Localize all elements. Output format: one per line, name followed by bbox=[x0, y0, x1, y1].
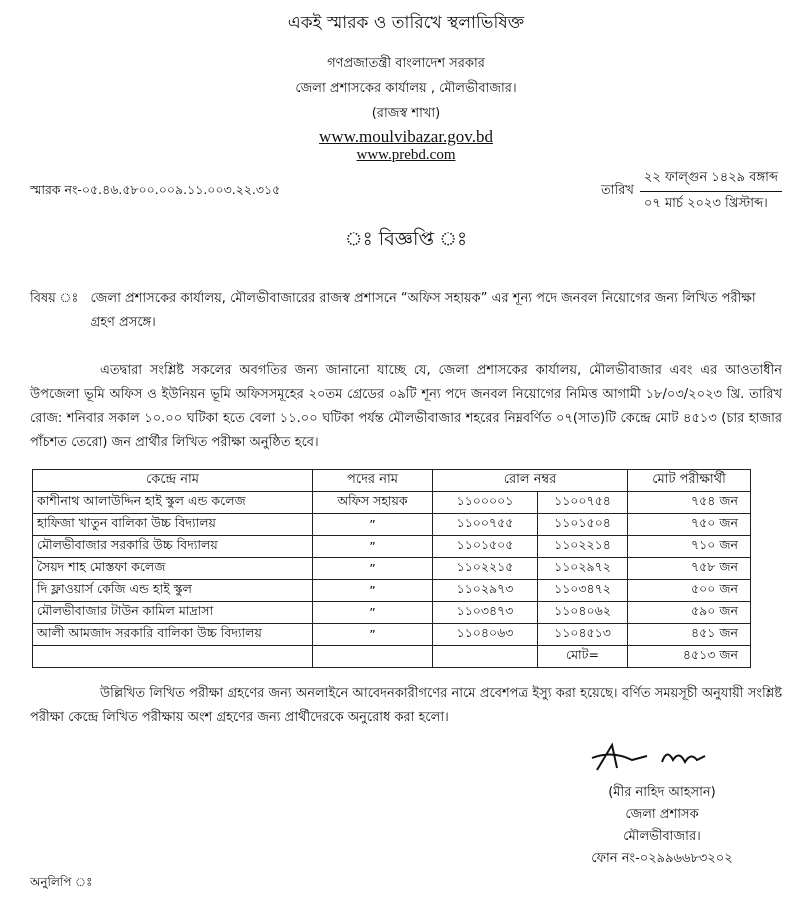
signatory-place: মৌলভীবাজার। bbox=[623, 829, 701, 844]
signature-image bbox=[587, 740, 737, 774]
date-label: তারিখ bbox=[600, 183, 634, 198]
roll-from: ১১০৩৪৭৩ bbox=[433, 602, 538, 624]
center-name: মৌলভীবাজার সরকারি উচ্চ বিদ্যালয় bbox=[33, 536, 313, 558]
header-roll-number: রোল নম্বর bbox=[433, 470, 628, 492]
center-name: দি ফ্লাওয়ার্স কেজি এন্ড হাই স্কুল bbox=[33, 580, 313, 602]
date-bangla: ২২ ফাল্গুন ১৪২৯ বঙ্গাব্দ bbox=[640, 168, 782, 192]
header-post-name: পদের নাম bbox=[313, 470, 433, 492]
candidate-count: ৭৫৮ জন bbox=[628, 558, 751, 580]
table-header-row bbox=[33, 470, 751, 492]
center-name: কাশীনাথ আলাউদ্দিন হাই স্কুল এন্ড কলেজ bbox=[33, 492, 313, 514]
table-row bbox=[33, 558, 751, 580]
signatory-name: (মীর নাহিদ আহসান) bbox=[608, 785, 716, 800]
total-value: ৪৫১৩ জন bbox=[628, 646, 751, 668]
center-name: আলী আমজাদ সরকারি বালিকা উচ্চ বিদ্যালয় bbox=[33, 624, 313, 646]
subject bbox=[30, 287, 782, 335]
website-link-prebd[interactable]: www.prebd.com bbox=[356, 147, 456, 163]
roll-from: ১১০১৫০৫ bbox=[433, 536, 538, 558]
post-name: ” bbox=[313, 536, 433, 558]
roll-to: ১১০৪০৬২ bbox=[538, 602, 628, 624]
candidate-count: ৭৫০ জন bbox=[628, 514, 751, 536]
post-name: ” bbox=[313, 624, 433, 646]
signatory-designation: জেলা প্রশাসক bbox=[625, 807, 699, 822]
roll-to: ১১০৪৫১৩ bbox=[538, 624, 628, 646]
post-name: ” bbox=[313, 514, 433, 536]
center-name: সৈয়দ শাহ মোস্তফা কলেজ bbox=[33, 558, 313, 580]
roll-from: ১১০০০০১ bbox=[433, 492, 538, 514]
roll-to: ১১০১৫০৪ bbox=[538, 514, 628, 536]
signatory-phone: ফোন নং-০২৯৯৬৬৮৩২০২ bbox=[591, 851, 733, 866]
branch-name: (রাজস্ব শাখা) bbox=[371, 106, 441, 121]
superseded-note: একই স্মারক ও তারিখে স্থলাভিষিক্ত bbox=[287, 13, 525, 33]
table-row bbox=[33, 624, 751, 646]
candidate-count: ৫০০ জন bbox=[628, 580, 751, 602]
notice-title: ঃ বিজ্ঞপ্তি ঃ bbox=[344, 228, 468, 250]
exam-centers-table bbox=[32, 469, 751, 668]
roll-from: ১১০৪০৬৩ bbox=[433, 624, 538, 646]
candidate-count: ৭৫৪ জন bbox=[628, 492, 751, 514]
subject-text: জেলা প্রশাসকের কার্যালয়, মৌলভীবাজারের রাজস্ব প্রশাসনে “অফিস সহায়ক” এর শূন্য পদে জনবল নিয়োগের জন্য লিখিত পরীক্ষা গ্রহণ প্রসঙ্গে। bbox=[90, 291, 756, 330]
candidate-count: ৫৯০ জন bbox=[628, 602, 751, 624]
roll-to: ১১০২২১৪ bbox=[538, 536, 628, 558]
header-center-name: কেন্দ্রে নাম bbox=[33, 470, 313, 492]
roll-to: ১১০২৯৭২ bbox=[538, 558, 628, 580]
subject-label: বিষয় ঃ bbox=[30, 291, 79, 306]
candidate-count: ৪৫১ জন bbox=[628, 624, 751, 646]
body-paragraph: এতদ্বারা সংশ্লিষ্ট সকলের অবগতির জন্য জানানো যাচ্ছে যে, জেলা প্রশাসকের কার্যালয়, মৌলভীবাজার এবং এর আওতাধীন উপজেলা ভূমি অফিস ও ইউনিয়ন ভূমি অফিসসমূহের ২০তম গ্রেডের ০৯টি শূন্য পদে জনবল নিয়োগের নিমিত্ত আগামী ১৮/০৩/২০২৩ খ্রি. তারিখ রোজ: শনিবার সকাল ১০.০০ ঘটিকা হতে বেলা ১১.০০ ঘটিকা পর্যন্ত মৌলভীবাজার শহরের নিম্নবর্ণিত ০৭(সাত)টি কেন্দ্রে মোট ৪৫১৩ (চার হাজার পাঁচশত তেরো) জন প্রার্থীর লিখিত পরীক্ষা অনুষ্ঠিত হবে। bbox=[30, 363, 782, 450]
website-link-moulvibazar[interactable]: www.moulvibazar.gov.bd bbox=[319, 127, 493, 146]
government-name: গণপ্রজাতন্ত্রী বাংলাদেশ সরকার bbox=[327, 56, 485, 71]
post-name: অফিস সহায়ক bbox=[313, 492, 433, 514]
memo-date bbox=[601, 168, 782, 215]
table-row bbox=[33, 580, 751, 602]
roll-to: ১১০৩৪৭২ bbox=[538, 580, 628, 602]
memo-number: স্মারক নং-০৫.৪৬.৫৮০০.০০৯.১১.০০৩.২২.৩১৫ bbox=[30, 181, 281, 197]
table-row bbox=[33, 602, 751, 624]
post-name: ” bbox=[313, 558, 433, 580]
center-name: হাফিজা খাতুন বালিকা উচ্চ বিদ্যালয় bbox=[33, 514, 313, 536]
signature-block bbox=[542, 740, 782, 870]
total-label: মোট= bbox=[538, 646, 628, 668]
post-name: ” bbox=[313, 580, 433, 602]
candidate-count: ৭১০ জন bbox=[628, 536, 751, 558]
roll-to: ১১০০৭৫৪ bbox=[538, 492, 628, 514]
office-name: জেলা প্রশাসকের কার্যালয় , মৌলভীবাজার। bbox=[295, 81, 517, 96]
roll-from: ১১০০৭৫৫ bbox=[433, 514, 538, 536]
center-name: মৌলভীবাজার টাউন কামিল মাদ্রাসা bbox=[33, 602, 313, 624]
header-total-candidates: মোট পরীক্ষার্থী bbox=[628, 470, 751, 492]
copy-label: অনুলিপি ঃ bbox=[30, 875, 93, 889]
memo-row bbox=[30, 168, 782, 215]
roll-from: ১১০২২১৫ bbox=[433, 558, 538, 580]
table-row bbox=[33, 492, 751, 514]
table-row bbox=[33, 514, 751, 536]
post-name: ” bbox=[313, 602, 433, 624]
table-total-row bbox=[33, 646, 751, 668]
date-english: ০৭ মার্চ ২০২৩ খ্রিস্টাব্দ। bbox=[643, 196, 768, 211]
table-row bbox=[33, 536, 751, 558]
roll-from: ১১০২৯৭৩ bbox=[433, 580, 538, 602]
closing-paragraph: উল্লিখিত লিখিত পরীক্ষা গ্রহণের জন্য অনলাইনে আবেদনকারীগণের নামে প্রবেশপত্র ইস্যু করা হয়েছে। বর্ণিত সময়সূচী অনুযায়ী সংশ্লিষ্ট পরীক্ষা কেন্দ্রে লিখিত পরীক্ষায় অংশ গ্রহণের জন্য প্রার্থীদেরকে অনুরোধ করা হলো। bbox=[30, 686, 782, 725]
